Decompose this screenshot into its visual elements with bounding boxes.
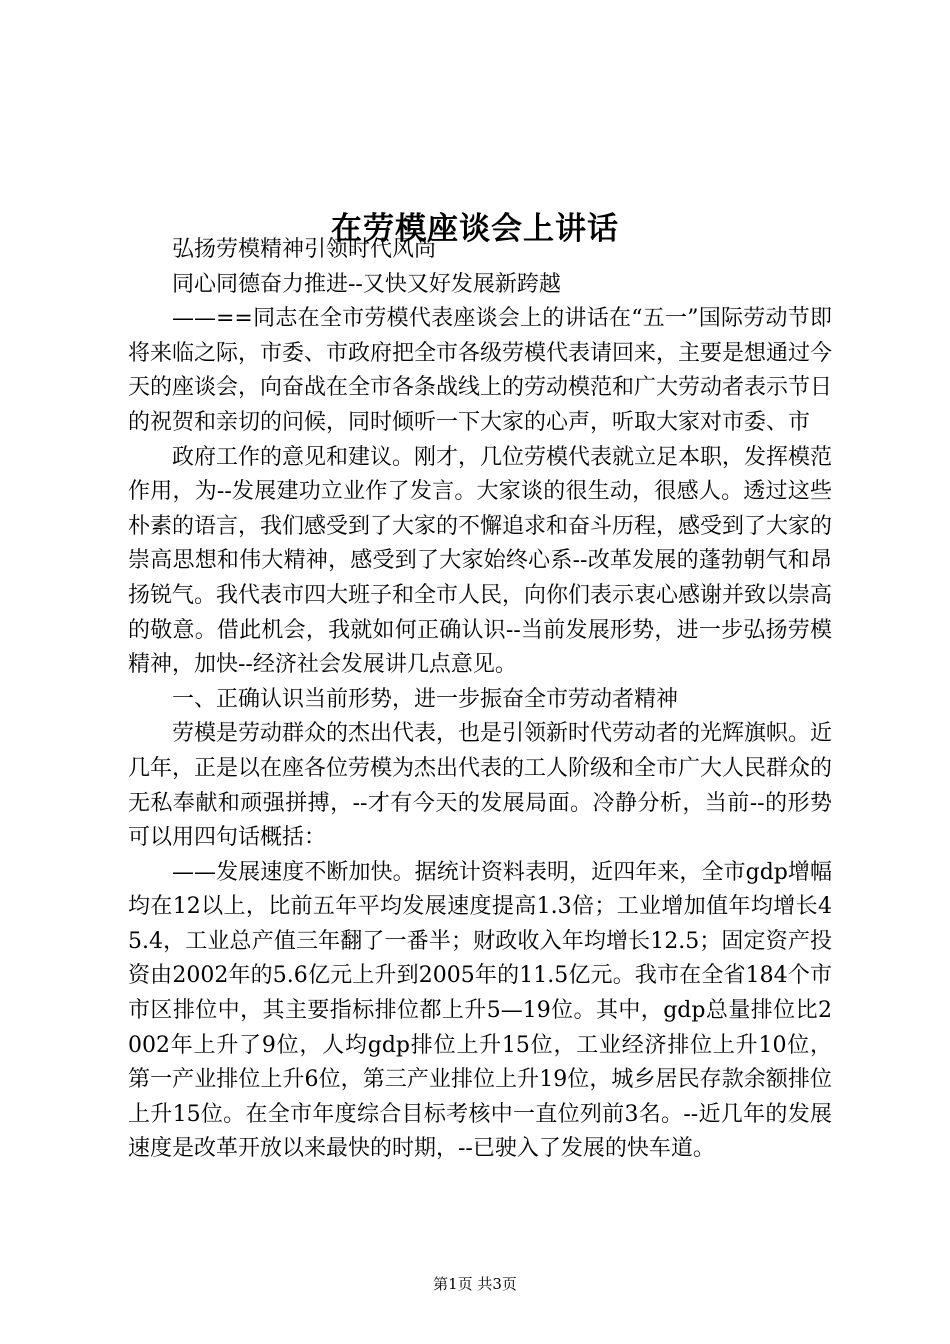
body-paragraph: 劳模是劳动群众的杰出代表，也是引领新时代劳动者的光辉旗帜。近几年，正是以在座各位劳模为杰出代表的工人阶级和全市广大人民群众的无私奉献和顽强拼搏，--才有今天的发展局面。冷静分析，当前--的形势可以用四句话概括： bbox=[128, 721, 833, 851]
document-body bbox=[128, 233, 832, 1167]
document-title: 在劳模座谈会上讲话 bbox=[331, 210, 619, 247]
page-number-footer: 第1页 共3页 bbox=[433, 1275, 517, 1293]
section-heading: 一、正确认识当前形势，进一步振奋全市劳动者精神 bbox=[172, 686, 679, 712]
body-paragraph: ——发展速度不断加快。据统计资料表明，近四年来，全市gdp增幅均在12以上，比前五年平均发展速度提高1.3倍；工业增加值年均增长45.4，工业总产值三年翻了一番半；财政收入年均增长12.5；固定资产投资由2002年的5.6亿元上升到2005年的11.5亿元。我市在全省184个市市区排位中，其主要指标排位都上升5—19位。其中，gdp总量排位比2002年上升了9位，人均gdp排位上升15位，工业经济排位上升10位，第一产业排位上升6位，第三产业排位上升19位，城乡居民存款余额排位上升15位。在全市年度综合目标考核中一直位列前3名。--近几年的发展速度是改革开放以来最快的时期，--已驶入了发展的快车道。 bbox=[128, 859, 832, 1162]
subtitle-line-2: 同心同德奋力推进--又快又好发展新跨越 bbox=[172, 271, 561, 297]
body-paragraph: ——==同志在全市劳模代表座谈会上的讲话在“五一”国际劳动节即将来临之际，市委、市政府把全市各级劳模代表请回来，主要是想通过今天的座谈会，向奋战在全市各条战线上的劳动模范和广大劳动者表示节日的祝贺和亲切的问候，同时倾听一下大家的心声，听取大家对市委、市 bbox=[128, 306, 833, 435]
subtitle-line-1: 弘扬劳模精神引领时代风尚 bbox=[172, 237, 437, 262]
body-paragraph: 政府工作的意见和建议。刚才，几位劳模代表就立足本职，发挥模范作用，为--发展建功立业作了发言。大家谈的很生动，很感人。透过这些朴素的语言，我们感受到了大家的不懈追求和奋斗历程，感受到了大家的崇高思想和伟大精神，感受到了大家始终心系--改革发展的蓬勃朝气和昂扬锐气。我代表市四大班子和全市人民，向你们表示衷心感谢并致以崇高的敬意。借此机会，我就如何正确认识--当前发展形势，进一步弘扬劳模精神，加快--经济社会发展讲几点意见。 bbox=[128, 444, 833, 678]
